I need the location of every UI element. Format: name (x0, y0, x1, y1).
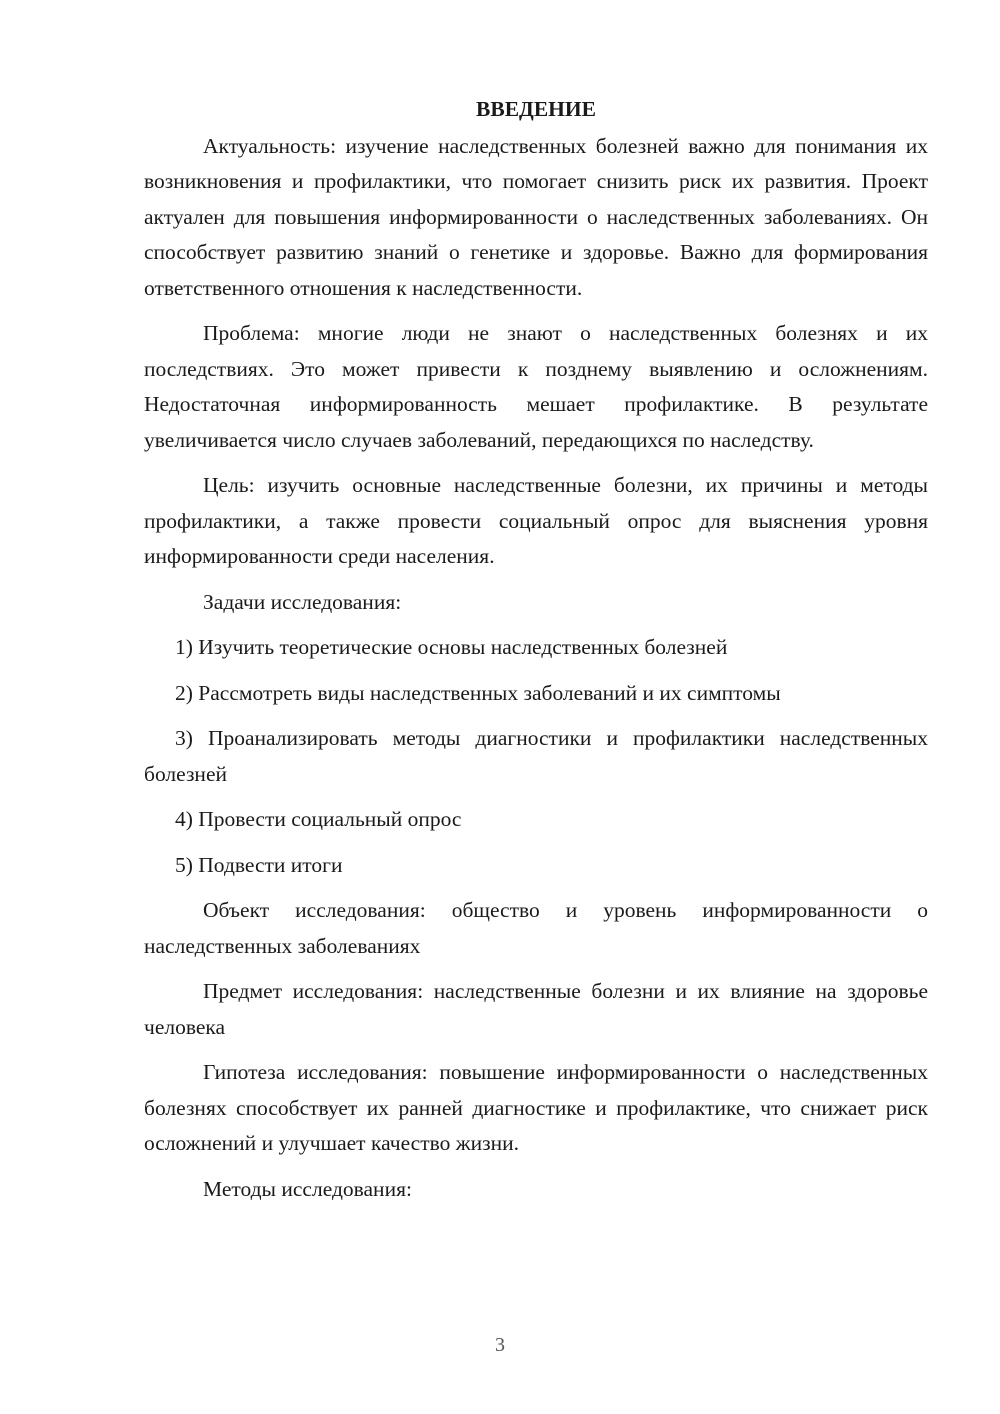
page-title: ВВЕДЕНИЕ (476, 97, 596, 121)
paragraph-problem: Проблема: многие люди не знают о наследственных болезнях и их последствиях. Это может привести к позднему выявлению и осложнениям. Недостаточная информированность мешает профилактике. В результате увеличивается число случаев заболеваний, передающихся по наследству. (144, 321, 928, 452)
page-number: 3 (495, 1334, 505, 1356)
task-item: 5) Подвести итоги (175, 852, 343, 877)
task-item: 2) Рассмотреть виды наследственных заболеваний и их симптомы (175, 680, 781, 705)
task-item: 1) Изучить теоретические основы наследственных болезней (175, 635, 728, 659)
paragraph-subject: Предмет исследования: наследственные болезни и их влияние на здоровье человека (144, 979, 928, 1039)
paragraph-relevance: Актуальность: изучение наследственных болезней важно для понимания их возникновения и профилактики, что помогает снизить риск их развития. Проект актуален для повышения информированности о наследственных заболеваниях. Он способствует развитию знаний о генетике и здоровье. Важно для формирования ответственного отношения к наследственности. (144, 133, 928, 300)
tasks-heading: Задачи исследования: (203, 589, 402, 614)
paragraph-goal: Цель: изучить основные наследственные болезни, их причины и методы профилактики, а также провести социальный опрос для выяснения уровня информированности среди населения. (144, 473, 928, 568)
task-item: 4) Провести социальный опрос (175, 807, 462, 831)
methods-heading: Методы исследования: (203, 1176, 412, 1201)
paragraph-hypothesis: Гипотеза исследования: повышение информированности о наследственных болезнях способствует их ранней диагностике и профилактике, что снижает риск осложнений и улучшает качество жизни. (144, 1060, 928, 1155)
task-item: 3) Проанализировать методы диагностики и профилактики наследственных болезней (144, 726, 928, 786)
paragraph-object: Объект исследования: общество и уровень информированности о наследственных заболеваниях (144, 898, 928, 958)
document-page (144, 92, 928, 1217)
